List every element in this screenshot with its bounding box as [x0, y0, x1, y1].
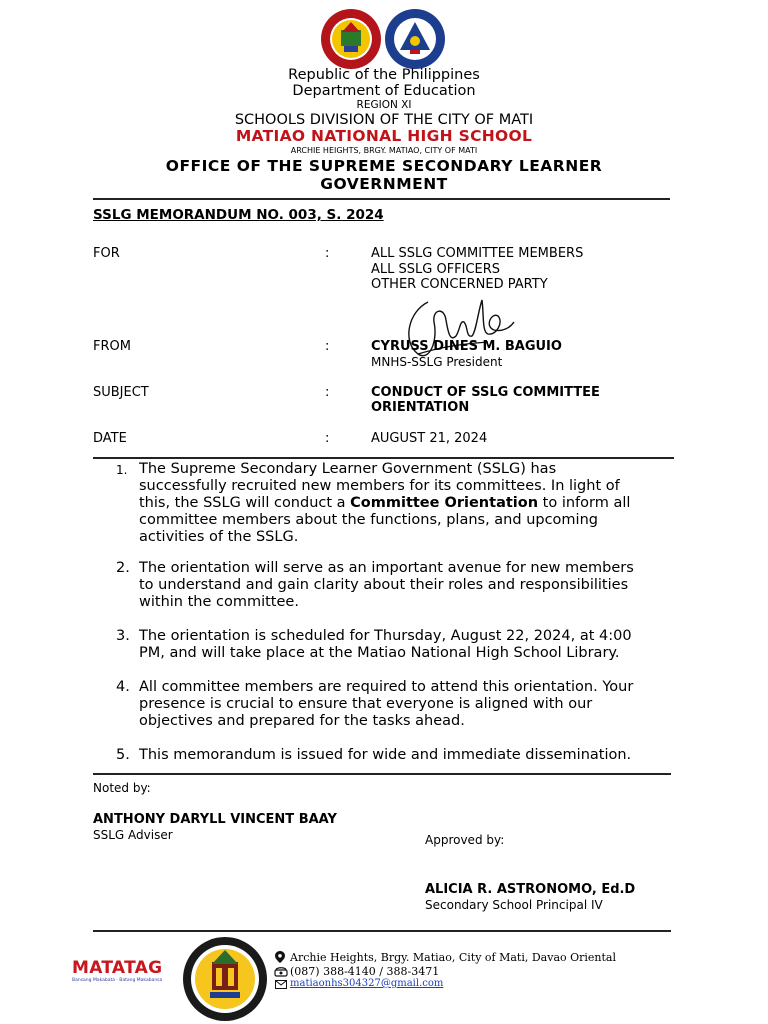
email-icon: [275, 980, 287, 989]
from-title: MNHS-SSLG President: [371, 355, 503, 369]
phone-icon: [274, 966, 288, 977]
memo-number: SSLG MEMORANDUM NO. 003, S. 2024: [93, 207, 384, 223]
date-label: DATE: [93, 431, 127, 446]
body-divider: [93, 773, 671, 775]
matatag-wordmark: MATATAG: [72, 958, 163, 978]
item-line: This memorandum is issued for wide and immediate dissemination.: [139, 747, 632, 763]
item-line: within the committee.: [139, 594, 299, 610]
memo-head-divider: [93, 457, 674, 459]
item-line: this, the SSLG will conduct a Committee Orientation to inform all: [139, 495, 631, 511]
principal-name: ALICIA R. ASTRONOMO, Ed.D: [425, 882, 636, 897]
item-line: activities of the SSLG.: [139, 529, 299, 545]
division-line: SCHOOLS DIVISION OF THE CITY OF MATI: [234, 112, 534, 128]
subject-line-1: CONDUCT OF SSLG COMMITTEE: [371, 385, 600, 400]
principal-title: Secondary School Principal IV: [425, 898, 603, 912]
item-line: All committee members are required to attend this orientation. Your: [139, 679, 634, 695]
republic-line: Republic of the Philippines: [288, 67, 480, 83]
school-name: MATIAO NATIONAL HIGH SCHOOL: [235, 127, 533, 145]
office-title-line1: OFFICE OF THE SUPREME SECONDARY LEARNER: [165, 157, 603, 175]
subject-colon: :: [325, 385, 330, 400]
sslg-seal-logo: [182, 936, 268, 1022]
item-line: The orientation is scheduled for Thursday, August 22, 2024, at 4:00: [139, 628, 632, 644]
item-line: committee members about the functions, plans, and upcoming: [139, 512, 598, 528]
region-line: REGION XI: [356, 99, 412, 111]
emphasis-text: Committee Orientation: [350, 495, 539, 511]
approved-by-label: Approved by:: [425, 833, 505, 847]
item-line: PM, and will take place at the Matiao National High School Library.: [139, 645, 620, 661]
subject-line-2: ORIENTATION: [371, 400, 470, 415]
item-number: 2.: [116, 560, 130, 576]
for-value-2: ALL SSLG OFFICERS: [371, 262, 501, 277]
item-number: 3.: [116, 628, 130, 644]
for-value-1: ALL SSLG COMMITTEE MEMBERS: [371, 246, 584, 261]
matatag-tagline: Bansang Makabata · Batang Makabansa: [72, 978, 163, 983]
matatag-logo: [72, 958, 180, 983]
adviser-name: ANTHONY DARYLL VINCENT BAAY: [93, 812, 337, 827]
footer-address: Archie Heights, Brgy. Matiao, City of Mati, Davao Oriental: [290, 951, 617, 964]
item-line: successfully recruited new members for its committees. In light of: [139, 478, 620, 494]
from-colon: :: [325, 339, 330, 354]
for-label: FOR: [93, 246, 120, 261]
office-title-line2: GOVERNMENT: [320, 175, 448, 193]
item-line: The orientation will serve as an important avenue for new members: [139, 560, 634, 576]
item-line: The Supreme Secondary Learner Government (SSLG) has: [139, 461, 557, 477]
school-address: ARCHIE HEIGHTS, BRGY. MATIAO, CITY OF MATI: [290, 146, 478, 155]
footer-email-link[interactable]: matiaonhs304327@gmail.com: [290, 978, 444, 989]
footer-divider: [93, 930, 671, 932]
header-divider: [93, 198, 670, 200]
item-number: 4.: [116, 679, 130, 695]
adviser-title: SSLG Adviser: [93, 828, 173, 842]
noted-by-label: Noted by:: [93, 781, 151, 795]
footer-phone: (087) 388-4140 / 388-3471: [290, 965, 440, 978]
date-colon: :: [325, 431, 330, 446]
for-value-3: OTHER CONCERNED PARTY: [371, 277, 548, 292]
for-colon: :: [325, 246, 330, 261]
date-value: AUGUST 21, 2024: [371, 431, 488, 446]
from-name: CYRUSS DINES M. BAGUIO: [371, 339, 562, 354]
subject-label: SUBJECT: [93, 385, 149, 400]
item-number: 1.: [116, 463, 128, 477]
department-line: Department of Education: [292, 83, 476, 99]
item-line: to understand and gain clarity about their roles and responsibilities: [139, 577, 629, 593]
school-seal-logo: [320, 8, 382, 70]
from-label: FROM: [93, 339, 131, 354]
item-number: 5.: [116, 747, 130, 763]
location-pin-icon: [275, 951, 285, 963]
deped-seal-logo: [384, 8, 446, 70]
item-line: objectives and prepared for the tasks ahead.: [139, 713, 465, 729]
item-line: presence is crucial to ensure that everyone is aligned with our: [139, 696, 593, 712]
